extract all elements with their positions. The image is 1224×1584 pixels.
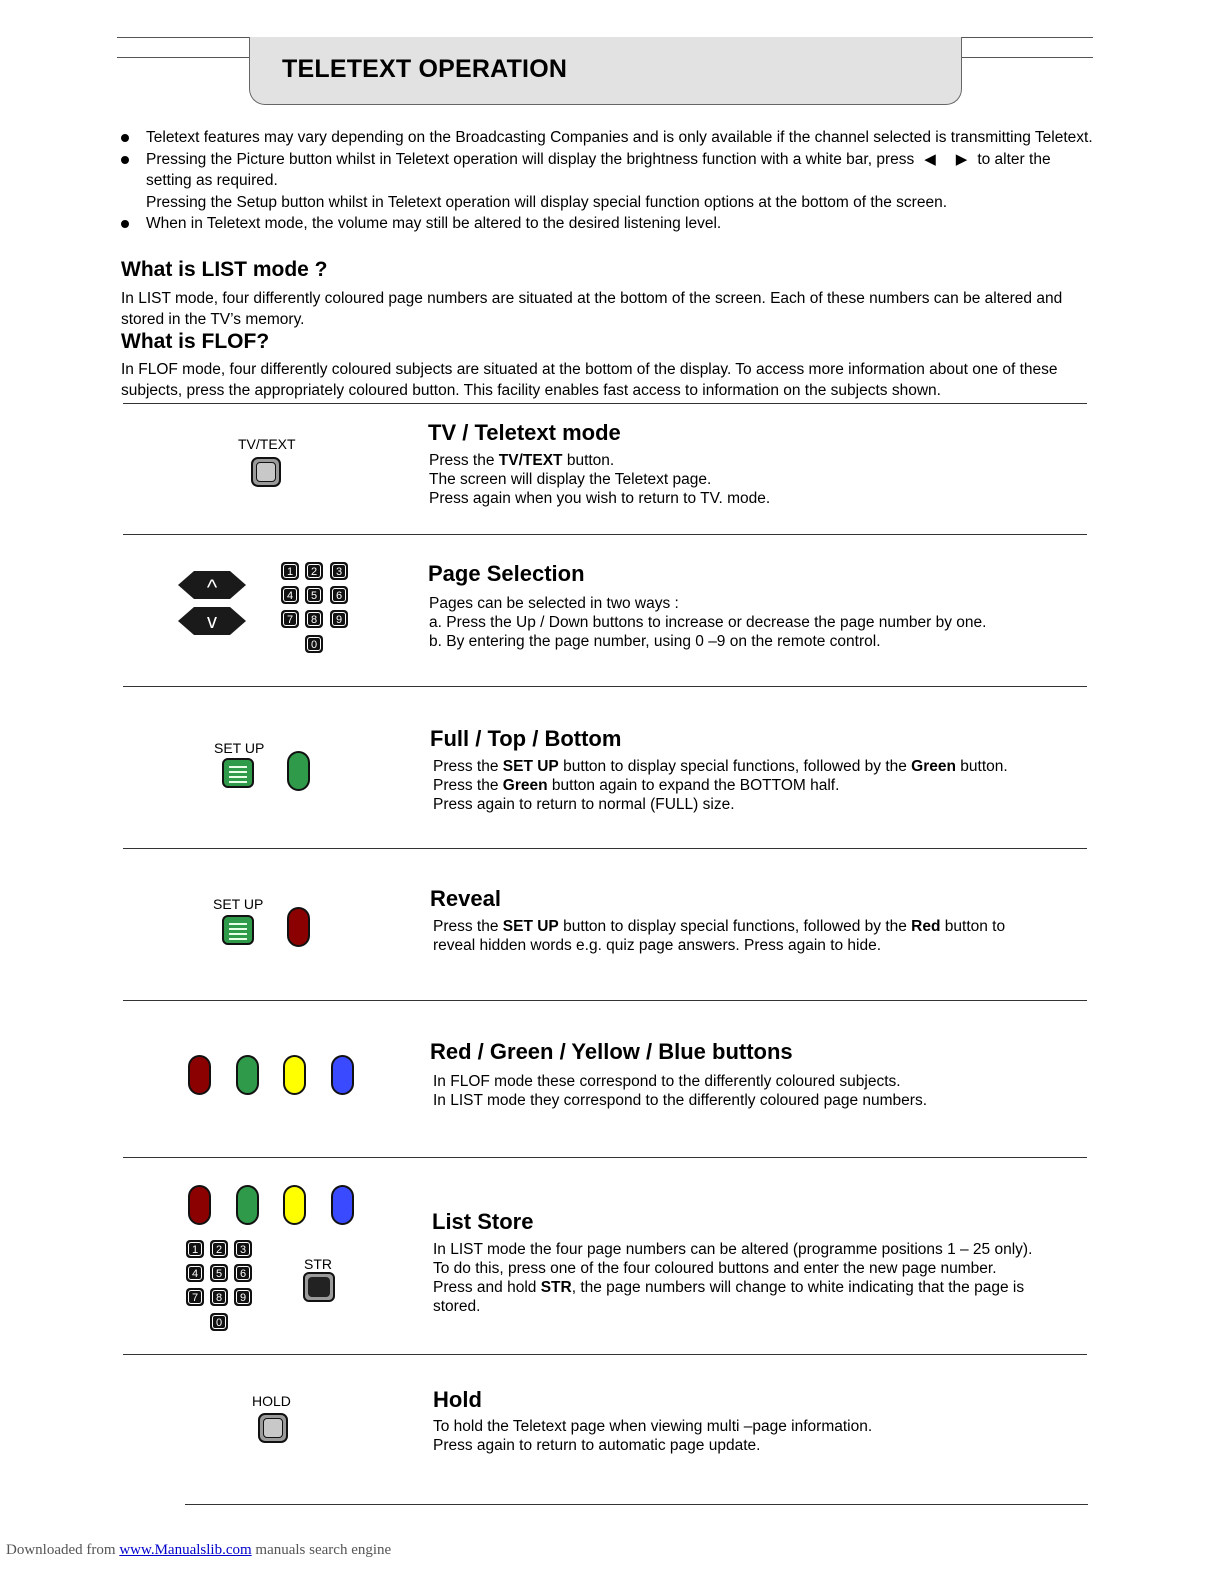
- bullet-dot-icon: [121, 134, 129, 142]
- list-mode-text: In LIST mode, four differently coloured page numbers are situated at the bottom of the screen. Each of these numbers can be altered and stored in the TV’s memory.: [121, 290, 1063, 328]
- reveal-text: Press the SET UP button to display special functions, followed by the Red button to reveal hidden words e.g. quiz page answers. Press again to hide.: [433, 918, 1006, 954]
- tv-teletext-text: Press the TV/TEXT button. The screen will display the Teletext page. Press again when you wish to return to TV. mode.: [429, 452, 771, 507]
- key-7[interactable]: 7: [186, 1288, 204, 1306]
- section-divider: [123, 848, 1087, 849]
- bottom-divider: [185, 1504, 1088, 1505]
- bullet-dot-icon: [121, 156, 129, 164]
- key-7[interactable]: 7: [281, 610, 299, 628]
- page-selection-text: Pages can be selected in two ways : a. Press the Up / Down buttons to increase or decrease the page number by one. b. By entering the page number, using 0 –9 on the remote control.: [429, 595, 987, 650]
- key-3[interactable]: 3: [234, 1240, 252, 1258]
- key-8[interactable]: 8: [305, 610, 323, 628]
- green-button[interactable]: [287, 751, 310, 791]
- hold-text: To hold the Teletext page when viewing multi –page information. Press again to return to automatic page update.: [433, 1418, 873, 1454]
- tv-text-label: TV/TEXT: [238, 436, 296, 452]
- bullet-item: [121, 192, 1096, 214]
- colour-buttons-text: In FLOF mode these correspond to the differently coloured subjects. In LIST mode they correspond to the differently coloured page numbers.: [433, 1073, 928, 1109]
- key-3[interactable]: 3: [330, 562, 348, 580]
- setup-label: SET UP: [214, 740, 265, 756]
- list-store-text: In LIST mode the four page numbers can be altered (programme positions 1 – 25 only). To do this, press one of the four coloured buttons and enter the new page number. Press and hold STR, the page numbers will change to white indicating that the page is stored.: [433, 1241, 1033, 1315]
- key-9[interactable]: 9: [234, 1288, 252, 1306]
- key-1[interactable]: 1: [281, 562, 299, 580]
- bullet-dot-icon: [121, 220, 129, 228]
- down-arrow-icon: v: [207, 611, 217, 633]
- full-top-bottom-title: Full / Top / Bottom: [430, 726, 622, 751]
- section-divider: [123, 534, 1087, 535]
- key-6[interactable]: 6: [234, 1264, 252, 1282]
- bullet-text: Teletext features may vary depending on the Broadcasting Companies and is only available if the channel selected is transmitting Teletext.: [146, 129, 1093, 146]
- hold-title: Hold: [433, 1387, 482, 1412]
- intro-bullets: [121, 127, 1096, 235]
- setup-button[interactable]: [222, 758, 254, 788]
- bullet-text: Pressing the Picture button whilst in Teletext operation will display the brightness function with a white bar, press: [146, 150, 915, 168]
- str-button[interactable]: [303, 1272, 335, 1302]
- red-button[interactable]: [188, 1055, 211, 1095]
- bullet-text: When in Teletext mode, the volume may still be altered to the desired listening level.: [146, 215, 722, 232]
- bullet-text: to alter the setting as required.: [146, 150, 1051, 189]
- footer-suffix: manuals search engine: [251, 1542, 392, 1558]
- section-divider: [123, 1354, 1087, 1355]
- left-arrow-icon: ◀: [924, 150, 936, 168]
- list-mode-heading: What is LIST mode ?: [121, 258, 328, 281]
- key-5[interactable]: 5: [210, 1264, 228, 1282]
- key-6[interactable]: 6: [330, 586, 348, 604]
- up-down-buttons[interactable]: [176, 569, 248, 637]
- str-label: STR: [304, 1256, 332, 1272]
- key-1[interactable]: 1: [186, 1240, 204, 1258]
- yellow-button[interactable]: [283, 1185, 306, 1225]
- header-right-line: [961, 57, 1093, 58]
- section-divider: [123, 1157, 1087, 1158]
- yellow-button[interactable]: [283, 1055, 306, 1095]
- section-divider: [123, 1000, 1087, 1001]
- tv-teletext-title: TV / Teletext mode: [428, 420, 621, 445]
- red-button[interactable]: [188, 1185, 211, 1225]
- blue-button[interactable]: [331, 1055, 354, 1095]
- key-5[interactable]: 5: [305, 586, 323, 604]
- green-button[interactable]: [236, 1185, 259, 1225]
- header-box: [249, 37, 962, 105]
- manualslib-link[interactable]: www.Manualslib.com: [119, 1542, 252, 1558]
- reveal-title: Reveal: [430, 886, 501, 911]
- store-icon: [308, 1277, 330, 1297]
- flof-text: In FLOF mode, four differently coloured subjects are situated at the bottom of the display. To access more information about one of these subjects, press the appropriately coloured button. This facility enables fast access to information on the subjects shown.: [121, 361, 1058, 399]
- up-arrow-icon: ^: [206, 575, 218, 600]
- red-button[interactable]: [287, 907, 310, 947]
- green-button[interactable]: [236, 1055, 259, 1095]
- setup-label: SET UP: [213, 896, 264, 912]
- blue-button[interactable]: [331, 1185, 354, 1225]
- key-2[interactable]: 2: [305, 562, 323, 580]
- right-arrow-icon: ▶: [955, 150, 968, 168]
- key-0[interactable]: 0: [305, 635, 323, 653]
- bullet-text: Pressing the Setup button whilst in Teletext operation will display special function options at the bottom of the screen.: [146, 193, 948, 211]
- setup-button[interactable]: [222, 915, 254, 945]
- page-selection-title: Page Selection: [428, 561, 585, 586]
- flof-heading: What is FLOF?: [121, 330, 270, 353]
- key-2[interactable]: 2: [210, 1240, 228, 1258]
- page-title: TELETEXT OPERATION: [282, 55, 568, 83]
- key-0[interactable]: 0: [210, 1313, 228, 1331]
- teletext-icon: [256, 462, 276, 482]
- hold-label: HOLD: [252, 1393, 291, 1409]
- header-left-line: [117, 57, 250, 58]
- key-4[interactable]: 4: [186, 1264, 204, 1282]
- colour-buttons-title: Red / Green / Yellow / Blue buttons: [430, 1039, 793, 1064]
- key-8[interactable]: 8: [210, 1288, 228, 1306]
- full-top-bottom-text: Press the SET UP button to display special functions, followed by the Green button. Press the Green button again to expand the BOTTOM half. Press again to return to normal (FULL) size.: [433, 758, 1008, 813]
- list-store-title: List Store: [432, 1209, 534, 1234]
- section-divider: [123, 686, 1087, 687]
- hold-button[interactable]: [258, 1413, 288, 1443]
- key-9[interactable]: 9: [330, 610, 348, 628]
- tv-text-button[interactable]: [251, 457, 281, 487]
- bullet-item: [121, 127, 1096, 149]
- bullet-item: [121, 213, 1096, 235]
- bullet-item: [121, 149, 1096, 192]
- footer-prefix: Downloaded from: [6, 1542, 120, 1558]
- footer: [6, 1542, 391, 1559]
- key-4[interactable]: 4: [281, 586, 299, 604]
- hold-icon: [263, 1418, 283, 1438]
- section-divider: [123, 403, 1087, 404]
